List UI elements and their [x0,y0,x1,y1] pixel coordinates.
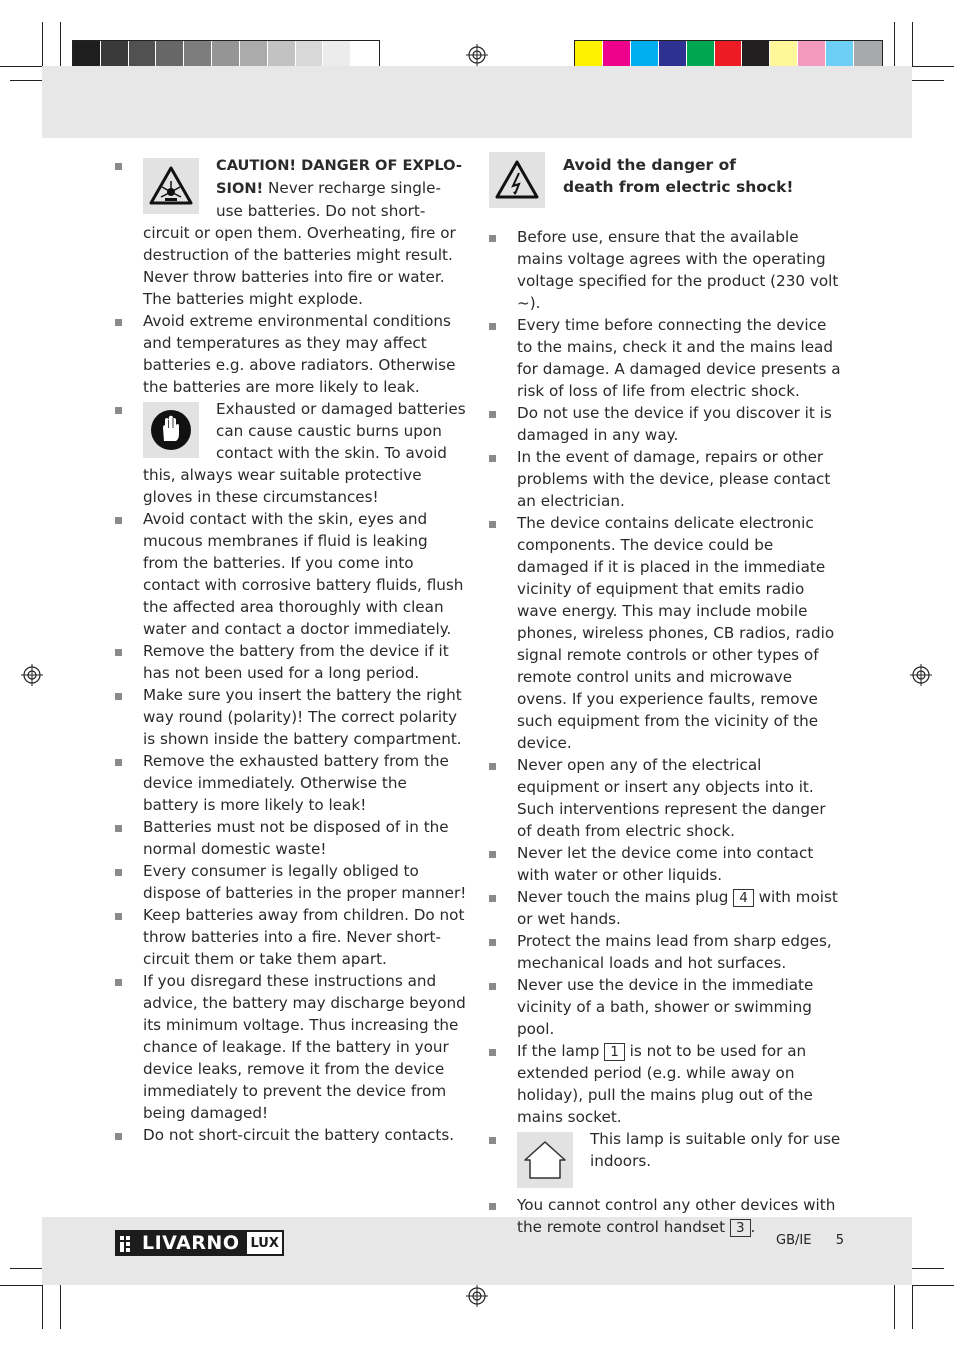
page-footer [776,1233,844,1248]
item-text: . [750,1218,756,1236]
color-swatch [268,41,296,68]
bullet [489,411,496,418]
bullet [489,323,496,330]
item-text: If the lamp [517,1042,605,1060]
bullet [489,521,496,528]
item-text: Never touch the mains plug [517,888,734,906]
item-text: Do not use the device if you discover it is damaged in any way. [517,404,832,444]
bullet [115,979,122,986]
item-text: Avoid extreme environmental conditions and temperatures as they may affect batteries e.g. above radiators. Otherwise the batteries are more likely to leak. [143,312,456,396]
bullet [489,455,496,462]
bullet [115,1133,122,1140]
list-item [115,816,467,860]
list-item [489,974,841,1040]
bullet [489,939,496,946]
bullet [489,1137,496,1144]
item-text: Before use, ensure that the available mains voltage agrees with the operating voltage specified for the product (230 volt ~). [517,228,839,312]
item-text: Never recharge single-use batteries. Do not short-circuit or open them. Overheating, fire or destruction of the batteries might result. Never throw batteries into fire or water. The batteries might explode. [143,179,456,308]
color-swatch [659,41,687,68]
list-item [115,508,467,640]
crop-mark [894,22,895,66]
item-text: Keep batteries away from children. Do not throw batteries into a fire. Never short-circuit them or take them apart. [143,906,465,968]
crop-mark [912,1268,944,1269]
color-swatch [129,41,157,68]
color-swatch [101,41,129,68]
item-text: This lamp is suitable only for use indoors. [590,1130,841,1170]
registration-mark-icon [910,664,932,686]
heading-line: death from electric shock! [563,178,794,196]
item-text: Remove the battery from the device if it has not been used for a long period. [143,642,449,682]
part-reference-badge: 1 [604,1043,625,1061]
list-item [489,930,841,974]
bullet [489,983,496,990]
bullet [115,163,122,170]
crop-mark [912,80,944,81]
indoor-use-house-icon [517,1132,573,1188]
bullet [115,759,122,766]
region-label: GB/IE [776,1233,812,1248]
item-text: Remove the exhausted battery from the device immediately. Otherwise the battery is more likely to leak! [143,752,449,814]
item-text: The device contains delicate electronic components. The device could be damaged if it is placed in the immediate vicinity of equipment that emits radio wave energy. This may include mobile phones, wireless phones, CB radios, radio signal remote controls or other types of remote control units and microwave ovens. If you experience faults, remove such equipment from the vicinity of the device. [517,514,835,752]
bullet [489,1049,496,1056]
list-item [115,154,467,310]
color-swatch [73,41,101,68]
list-item [115,904,467,970]
item-text: Never open any of the electrical equipment or insert any objects into it. Such interventions represent the danger of death from electric shock. [517,756,826,840]
crop-mark [912,1285,913,1329]
item-text: Every time before connecting the device to the mains, check it and the mains lead for damage. A damaged device presents a risk of loss of life from electric shock. [517,316,841,400]
battery-safety-column [115,154,467,1146]
list-item [489,512,841,754]
list-item [489,402,841,446]
color-swatch [240,41,268,68]
list-item [489,1194,841,1238]
brand-suffix: LUX [245,1230,283,1256]
crop-mark [912,22,913,66]
color-swatch [156,41,184,68]
bullet [115,825,122,832]
color-swatch [715,41,743,68]
crop-mark [60,1285,61,1329]
color-swatch [351,41,379,68]
part-reference-badge: 4 [733,889,754,907]
color-swatch [854,41,882,68]
bullet [489,895,496,902]
registration-mark-icon [466,1285,488,1307]
item-text: Batteries must not be disposed of in the normal domestic waste! [143,818,449,858]
crop-mark [10,1268,42,1269]
brand-name: LIVARNO [142,1232,240,1254]
item-text: Make sure you insert the battery the right way round (polarity)! The correct polarity is shown inside the battery compartment. [143,686,462,748]
list-item [489,1128,841,1194]
item-text: In the event of damage, repairs or other problems with the device, please contact an electrician. [517,448,831,510]
grayscale-color-bar [72,40,380,69]
registration-mark-icon [466,44,488,66]
bullet [489,851,496,858]
list-item [489,226,841,314]
color-swatch [184,41,212,68]
crop-mark [10,80,42,81]
electric-safety-column [489,154,841,1238]
color-swatch [323,41,351,68]
crop-mark [0,66,42,67]
protective-gloves-icon [143,402,199,458]
color-swatch [603,41,631,68]
color-swatch [296,41,324,68]
bullet [115,913,122,920]
page-number: 5 [835,1233,844,1248]
item-text: Every consumer is legally obliged to dispose of batteries in the proper manner! [143,862,467,902]
crop-mark [42,1285,43,1329]
list-item [489,1040,841,1128]
livarno-lux-logo [115,1230,284,1256]
item-text: You cannot control any other devices with the remote control handset [517,1196,836,1236]
color-swatch [742,41,770,68]
bullet [489,235,496,242]
explosion-caution-heading: CAUTION! DANGER OF EXPLO-SION! [216,157,462,197]
color-swatch [770,41,798,68]
bullet [115,649,122,656]
crop-mark [0,1285,42,1286]
electric-shock-warning-icon [489,152,545,208]
explosion-warning-icon [143,158,199,214]
list-item [115,970,467,1124]
list-item [489,842,841,886]
list-item [115,684,467,750]
section-heading [489,154,841,216]
process-color-bar [574,40,883,69]
bullet [115,869,122,876]
list-item [115,640,467,684]
bullet [115,517,122,524]
brand-mark-icon [120,1235,136,1251]
list-item [489,446,841,512]
color-swatch [798,41,826,68]
list-item [115,860,467,904]
part-reference-badge: 3 [730,1219,751,1237]
item-text: Never use the device in the immediate vicinity of a bath, shower or swimming pool. [517,976,814,1038]
registration-mark-icon [21,664,43,686]
crop-mark [42,22,43,66]
list-item [115,1124,467,1146]
list-item [489,314,841,402]
bullet [489,763,496,770]
color-swatch [575,41,603,68]
bullet [115,407,122,414]
crop-mark [60,22,61,66]
color-swatch [631,41,659,68]
color-swatch [212,41,240,68]
list-item [489,886,841,930]
bullet [115,319,122,326]
crop-mark [912,1285,954,1286]
item-text: is not to be used for an extended period (e.g. while away on holiday), pull the mains plug out of the mains socket. [517,1042,813,1126]
list-item [115,398,467,508]
item-text: with moist or wet hands. [517,888,838,928]
header-band [42,66,912,138]
list-item [115,310,467,398]
item-text: Never let the device come into contact with water or other liquids. [517,844,814,884]
color-swatch [826,41,854,68]
item-text: Exhausted or damaged batteries can cause caustic burns upon contact with the skin. To avoid this, always wear suitable protective gloves in these circumstances! [143,400,466,506]
item-text: If you disregard these instructions and advice, the battery may discharge beyond its minimum voltage. Thus increasing the chance of leakage. If the battery in your device leaks, remove it from the device immediately to prevent the device from being damaged! [143,972,466,1122]
list-item [489,754,841,842]
crop-mark [894,1285,895,1329]
color-swatch [687,41,715,68]
item-text: Avoid contact with the skin, eyes and mucous membranes if fluid is leaking from the batteries. If you come into contact with corrosive battery fluids, flush the affected area thoroughly with clean water and contact a doctor immediately. [143,510,464,638]
bullet [489,1203,496,1210]
heading-line: Avoid the danger of [563,156,736,174]
item-text: Protect the mains lead from sharp edges, mechanical loads and hot surfaces. [517,932,832,972]
bullet [115,693,122,700]
list-item [115,750,467,816]
item-text: Do not short-circuit the battery contacts. [143,1126,455,1144]
crop-mark [912,66,954,67]
